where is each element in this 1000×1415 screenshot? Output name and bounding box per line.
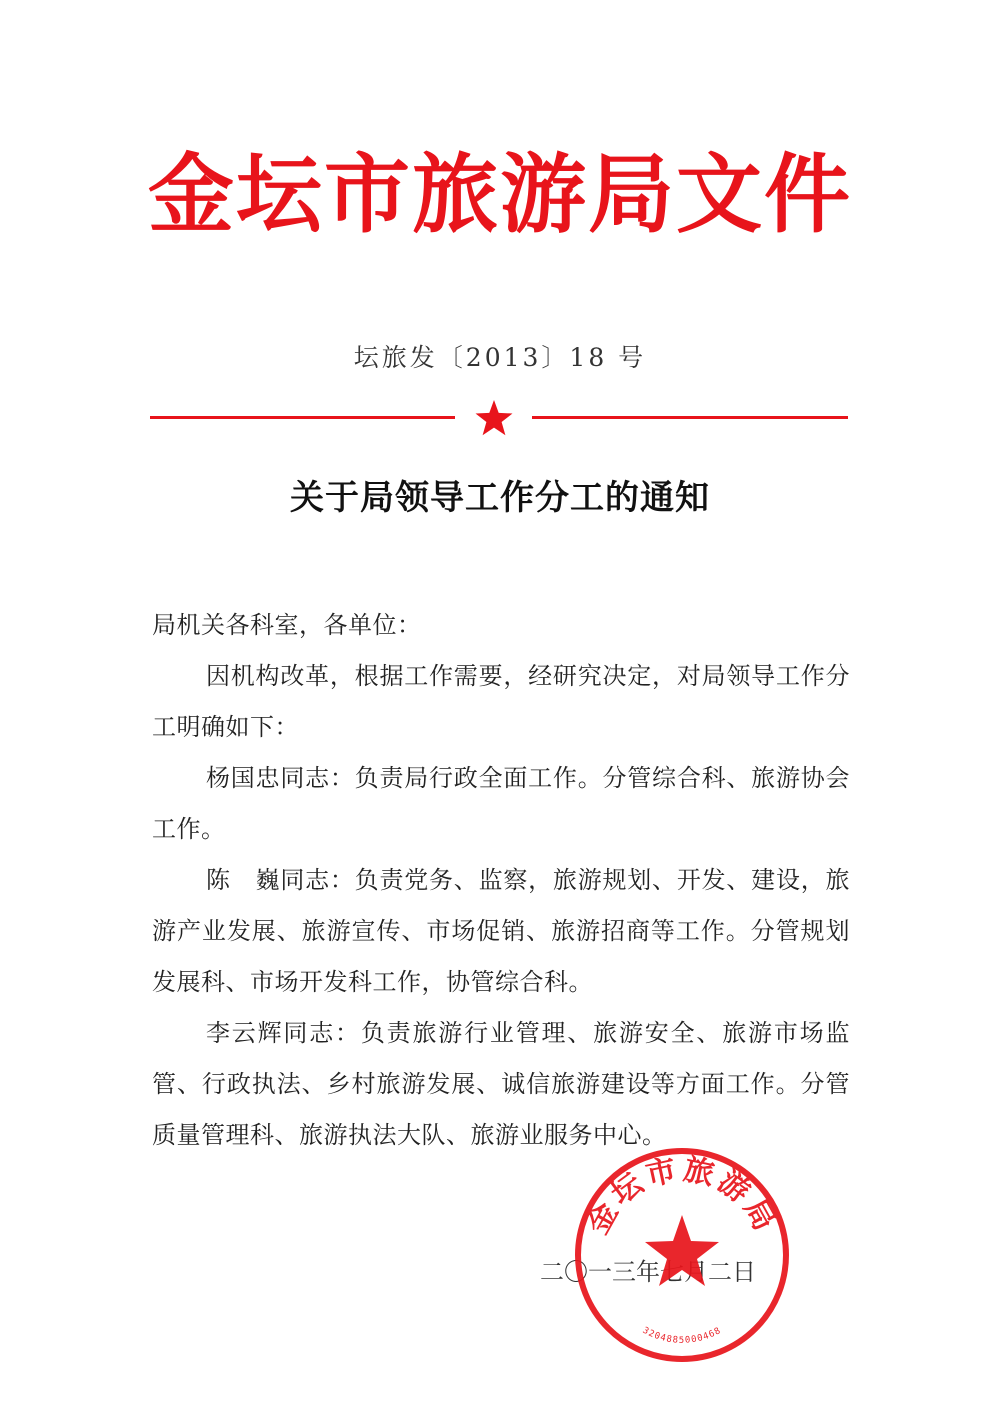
document-title: 关于局领导工作分工的通知 (290, 478, 710, 518)
star-icon (474, 398, 514, 438)
official-seal (572, 1145, 792, 1365)
red-rule-right (532, 416, 848, 419)
issue-date: 二〇一三年七月二日 (540, 1258, 756, 1286)
body-paragraph: 李云辉同志：负责旅游行业管理、旅游安全、旅游市场监管、行政执法、乡村旅游发展、诚信旅游建设等方面工作。分管质量管理科、旅游执法大队、旅游业服务中心。 (152, 1019, 850, 1149)
seal-name: 金坛市旅游局 (580, 1151, 784, 1240)
document-body (152, 600, 850, 1161)
body-paragraph: 杨国忠同志：负责局行政全面工作。分管综合科、旅游协会工作。 (152, 764, 850, 843)
body-paragraph: 因机构改革，根据工作需要，经研究决定，对局领导工作分工明确如下： (152, 662, 850, 741)
seal-number: 3204885000468 (640, 1325, 724, 1346)
red-rule-left (150, 416, 455, 419)
document-number: 坛旅发〔2013〕18 号 (353, 343, 647, 372)
masthead: 金坛市旅游局文件 (148, 144, 852, 245)
seal-star-icon (645, 1215, 719, 1286)
body-paragraph: 陈 巍同志：负责党务、监察，旅游规划、开发、建设，旅游产业发展、旅游宣传、市场促销、旅游招商等工作。分管规划发展科、市场开发科工作，协管综合科。 (152, 866, 850, 996)
salutation: 局机关各科室，各单位： (152, 611, 422, 639)
